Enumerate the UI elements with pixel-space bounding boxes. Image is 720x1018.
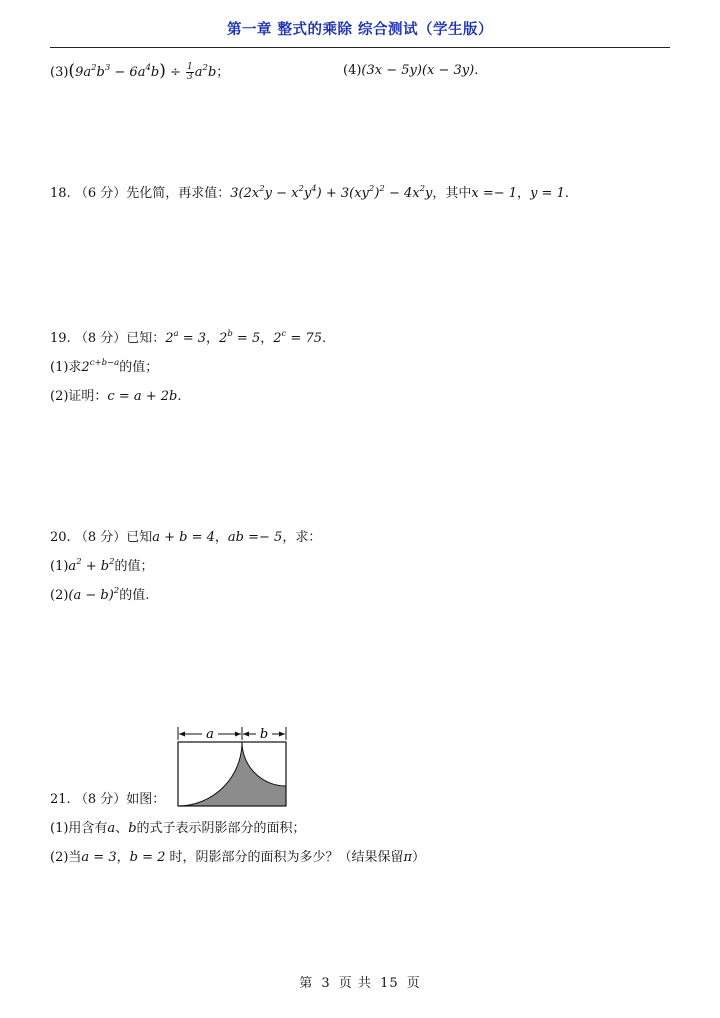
header-rule bbox=[50, 47, 670, 48]
punctuation: ， bbox=[260, 331, 274, 346]
q19-number: 19. bbox=[50, 331, 71, 346]
exponent: b bbox=[227, 329, 233, 339]
fraction bbox=[186, 63, 194, 82]
expr-term: y bbox=[425, 186, 433, 201]
exponent: 2 bbox=[419, 184, 426, 194]
q17-part3 bbox=[50, 62, 229, 82]
q20-part2 bbox=[50, 587, 149, 605]
q17-part4-label: (4) bbox=[343, 63, 362, 78]
paren-close: ) bbox=[159, 61, 166, 81]
given-value: = 5 bbox=[232, 331, 261, 346]
q18-number: 18. bbox=[50, 186, 71, 201]
punctuation: ， bbox=[116, 850, 130, 865]
q21-score-text: （8 分）如图： bbox=[74, 792, 166, 807]
paren-open: ( bbox=[68, 61, 76, 81]
q17-term: b bbox=[96, 65, 105, 80]
punctuation: . bbox=[177, 389, 182, 404]
footer-text: 第 bbox=[299, 976, 314, 991]
q18-score-text: （6 分）先化简，再求值： bbox=[74, 186, 231, 201]
given-base: 2 bbox=[165, 331, 174, 346]
q21-part1 bbox=[50, 820, 306, 838]
exponent: 3 bbox=[104, 63, 111, 73]
page-number: 3 bbox=[321, 976, 331, 991]
footer-text: 页 bbox=[406, 976, 421, 991]
exponent: 2 bbox=[202, 63, 208, 73]
q21-part2-tail: 时，阴影部分的面积为多少？（结果保留 bbox=[165, 850, 404, 865]
power-base: 2 bbox=[81, 360, 90, 375]
punctuation: ， bbox=[214, 530, 228, 545]
expr-term: − 4x bbox=[384, 186, 420, 201]
expr-term: (a − b) bbox=[68, 588, 114, 603]
given-base: 2 bbox=[219, 331, 228, 346]
punctuation: . bbox=[321, 331, 327, 346]
q19-stem bbox=[50, 330, 326, 348]
exponent: 2 bbox=[109, 557, 115, 567]
given-value: = 3 bbox=[178, 331, 207, 346]
q20-stem bbox=[50, 529, 321, 547]
q17-part4-expr: (3x − 5y)(x − 3y) bbox=[361, 63, 475, 78]
q19-part1 bbox=[50, 359, 158, 377]
pi-symbol: π bbox=[403, 850, 413, 865]
q19-part2-label: (2)证明： bbox=[50, 389, 108, 404]
q21-figure bbox=[176, 724, 290, 808]
q19-part2-expr: c = a + 2b bbox=[107, 389, 178, 404]
q18-stem bbox=[50, 185, 569, 203]
punctuation: ， bbox=[517, 186, 531, 201]
punctuation: . bbox=[474, 63, 479, 78]
figure-label-a: a bbox=[206, 727, 214, 742]
expr-term: 3(2x bbox=[230, 186, 260, 201]
divide-sign: ÷ bbox=[165, 65, 186, 80]
arrowhead bbox=[279, 732, 285, 737]
arrowhead bbox=[235, 732, 241, 737]
exponent: c+b−a bbox=[89, 358, 120, 368]
expr-term: ) + 3(xy bbox=[316, 186, 369, 201]
exponent: c bbox=[281, 329, 287, 339]
q17-term: b bbox=[207, 65, 217, 80]
exponent: a bbox=[173, 329, 179, 339]
given-value: = 75 bbox=[286, 331, 322, 346]
q20-part1-tail: 的值； bbox=[114, 559, 154, 574]
q19-part2 bbox=[50, 388, 182, 406]
condition-text: ，其中 bbox=[432, 186, 472, 201]
q20-part1-label: (1) bbox=[50, 559, 69, 574]
exponent: 2 bbox=[76, 557, 82, 567]
exponent: 4 bbox=[145, 63, 151, 73]
value-a: a = 3 bbox=[81, 850, 117, 865]
exponent: 2 bbox=[113, 586, 120, 596]
expr-term: y − x bbox=[264, 186, 299, 201]
exponent: 2 bbox=[91, 63, 97, 73]
q17-term: − 6a bbox=[110, 65, 146, 80]
footer-text: 页 共 bbox=[338, 976, 372, 991]
q20-part2-tail: 的值. bbox=[119, 588, 150, 603]
fraction-numerator: 1 bbox=[187, 62, 193, 72]
expr-term: ) bbox=[374, 186, 380, 201]
q21-part1-tail: 的式子表示阴影部分的面积； bbox=[136, 821, 306, 836]
punctuation: ） bbox=[412, 850, 426, 865]
q17-term: b bbox=[150, 65, 160, 80]
exponent: 2 bbox=[368, 184, 375, 194]
given-base: 2 bbox=[273, 331, 282, 346]
figure-label-b: b bbox=[259, 727, 269, 742]
exponent: 2 bbox=[379, 184, 385, 194]
q21-part2-label: (2)当 bbox=[50, 850, 82, 865]
q17-term: a bbox=[194, 65, 203, 80]
q19-part1-label: (1)求 bbox=[50, 360, 82, 375]
arrowhead bbox=[179, 732, 185, 737]
exponent: 2 bbox=[298, 184, 304, 194]
shaded-region bbox=[178, 742, 286, 806]
exponent: 2 bbox=[259, 184, 265, 194]
expr-term: a bbox=[68, 559, 77, 574]
page-footer bbox=[0, 972, 720, 991]
punctuation: 、 bbox=[115, 821, 129, 836]
q19-score-text: （8 分）已知： bbox=[74, 331, 166, 346]
given-condition: ab =− 5 bbox=[227, 530, 283, 545]
q20-score-text: （8 分）已知 bbox=[74, 530, 153, 545]
q17-part4 bbox=[343, 62, 478, 80]
given-condition: a + b = 4 bbox=[152, 530, 215, 545]
expr-term: y bbox=[303, 186, 312, 201]
punctuation: . bbox=[564, 186, 569, 201]
condition-y: y = 1 bbox=[530, 186, 565, 201]
q17-part3-label: (3) bbox=[50, 65, 69, 80]
value-b: b = 2 bbox=[129, 850, 166, 865]
q21-number: 21. bbox=[50, 792, 71, 807]
punctuation: ， bbox=[206, 331, 220, 346]
document-header-title: 第一章 整式的乘除 综合测试（学生版） bbox=[226, 22, 494, 38]
variable-b: b bbox=[128, 821, 137, 836]
q21-part1-label: (1)用含有 bbox=[50, 821, 108, 836]
q21-part2 bbox=[50, 849, 425, 867]
exponent: 4 bbox=[311, 184, 317, 194]
q17-term: 9a bbox=[75, 65, 92, 80]
q20-part1 bbox=[50, 558, 154, 576]
q20-number: 20. bbox=[50, 530, 71, 545]
q20-part2-label: (2) bbox=[50, 588, 69, 603]
punctuation: ； bbox=[216, 65, 230, 80]
q21-stem bbox=[50, 791, 165, 809]
total-pages: 15 bbox=[380, 976, 399, 991]
condition-x: x =− 1 bbox=[471, 186, 518, 201]
fraction-denominator: 3 bbox=[187, 72, 193, 82]
q19-part1-tail: 的值； bbox=[119, 360, 159, 375]
q20-tail: ，求： bbox=[282, 530, 322, 545]
arrowhead bbox=[243, 732, 249, 737]
expr-term: + b bbox=[81, 559, 110, 574]
variable-a: a bbox=[107, 821, 116, 836]
